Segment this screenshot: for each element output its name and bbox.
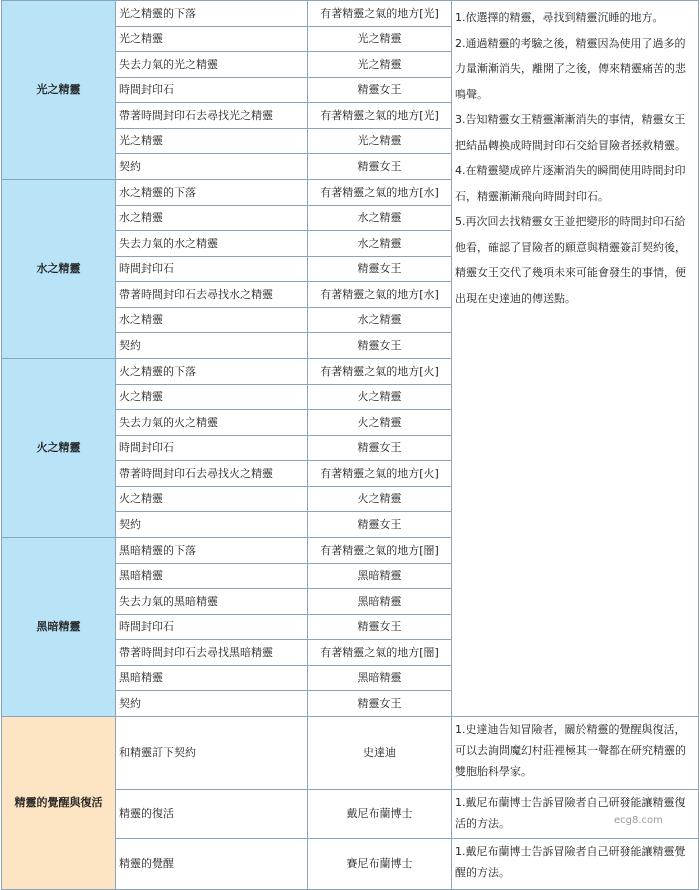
step-cell: 水之精靈 (116, 206, 308, 231)
step-cell: 契約 (116, 333, 308, 359)
step-cell: 火之精靈 (116, 487, 308, 512)
quest-table (1, 0, 699, 890)
step-cell: 光之精靈的下落 (116, 1, 308, 27)
npc-cell: 史達迪 (308, 717, 452, 790)
npc-cell: 精靈女王 (308, 691, 452, 717)
step-cell: 和精靈訂下契約 (116, 717, 308, 790)
step-cell: 時間封印石 (116, 257, 308, 282)
step-cell: 契約 (116, 154, 308, 180)
awakening-description: 1.戴尼布蘭博士告訴冒險者自己研發能讓精靈復活的方法。 (452, 790, 699, 839)
npc-cell: 黑暗精靈 (308, 666, 452, 691)
npc-cell: 光之精靈 (308, 52, 452, 78)
step-cell: 時間封印石 (116, 78, 308, 103)
npc-cell: 精靈女王 (308, 615, 452, 640)
elemental-description (452, 1, 699, 717)
npc-cell: 火之精靈 (308, 487, 452, 512)
awakening-description: 1.史達迪告知冒險者，關於精靈的覺醒與復活，可以去詢問魔幻村莊裡極其一聲都在研究精靈的雙胞胎科學家。 (452, 717, 699, 790)
npc-cell: 精靈女王 (308, 512, 452, 538)
npc-cell: 有著精靈之氣的地方[闇] (308, 640, 452, 666)
npc-cell: 水之精靈 (308, 206, 452, 231)
table-row (2, 717, 699, 790)
npc-cell: 有著精靈之氣的地方[火] (308, 461, 452, 487)
group-header: 火之精靈 (2, 359, 116, 538)
npc-cell: 水之精靈 (308, 308, 452, 333)
npc-cell: 精靈女王 (308, 78, 452, 103)
step-cell: 精靈的覺醒 (116, 839, 308, 890)
step-cell: 光之精靈 (116, 129, 308, 154)
description-line: 5.再次回去找精靈女王並把變形的時間封印石給他看，確認了冒險者的願意與精靈簽訂契約後，精靈女王交代了幾項未來可能會發生的事情，便出現在史達迪的傳送點。 (455, 215, 686, 305)
npc-cell: 光之精靈 (308, 129, 452, 154)
step-cell: 時間封印石 (116, 436, 308, 461)
group-header: 光之精靈 (2, 1, 116, 180)
npc-cell: 精靈女王 (308, 257, 452, 282)
npc-cell: 有著精靈之氣的地方[闇] (308, 538, 452, 564)
npc-cell: 有著精靈之氣的地方[光] (308, 103, 452, 129)
description-line: 1.依選擇的精靈，尋找到精靈沉睡的地方。 (455, 11, 664, 24)
step-cell: 精靈的復活 (116, 790, 308, 839)
step-cell: 黑暗精靈 (116, 666, 308, 691)
step-cell: 水之精靈 (116, 308, 308, 333)
description-line: 3.告知精靈女王精靈漸漸消失的事情，精靈女王把結晶轉換成時間封印石交給冒險者拯救精靈。 (455, 113, 686, 152)
step-cell: 帶著時間封印石去尋找水之精靈 (116, 282, 308, 308)
step-cell: 失去力氣的火之精靈 (116, 410, 308, 436)
npc-cell: 精靈女王 (308, 436, 452, 461)
step-cell: 契約 (116, 512, 308, 538)
npc-cell: 水之精靈 (308, 231, 452, 257)
table-row (2, 1, 699, 27)
step-cell: 契約 (116, 691, 308, 717)
step-cell: 水之精靈的下落 (116, 180, 308, 206)
npc-cell: 黑暗精靈 (308, 564, 452, 589)
npc-cell: 精靈女王 (308, 333, 452, 359)
npc-cell: 火之精靈 (308, 385, 452, 410)
step-cell: 帶著時間封印石去尋找火之精靈 (116, 461, 308, 487)
step-cell: 帶著時間封印石去尋找黑暗精靈 (116, 640, 308, 666)
step-cell: 黑暗精靈 (116, 564, 308, 589)
group-header: 黑暗精靈 (2, 538, 116, 717)
step-cell: 失去力氣的水之精靈 (116, 231, 308, 257)
npc-cell: 光之精靈 (308, 27, 452, 52)
group-header: 精靈的覺醒與復活 (2, 717, 116, 890)
awakening-description: 1.戴尼布蘭博士告訴冒險者自己研發能讓精靈覺醒的方法。 (452, 839, 699, 890)
step-cell: 失去力氣的光之精靈 (116, 52, 308, 78)
step-cell: 黑暗精靈的下落 (116, 538, 308, 564)
description-line: 2.通過精靈的考驗之後，精靈因為使用了過多的力量漸漸消失，離開了之後，傳來精靈痛苦的悲鳴聲。 (455, 36, 686, 101)
watermark: ecg8.com (614, 815, 663, 826)
npc-cell: 火之精靈 (308, 410, 452, 436)
npc-cell: 黑暗精靈 (308, 589, 452, 615)
step-cell: 火之精靈 (116, 385, 308, 410)
npc-cell: 有著精靈之氣的地方[火] (308, 359, 452, 385)
step-cell: 失去力氣的黑暗精靈 (116, 589, 308, 615)
npc-cell: 有著精靈之氣的地方[光] (308, 1, 452, 27)
npc-cell: 有著精靈之氣的地方[水] (308, 180, 452, 206)
npc-cell: 賽尼布蘭博士 (308, 839, 452, 890)
npc-cell: 精靈女王 (308, 154, 452, 180)
description-line: 4.在精靈變成碎片逐漸消失的瞬間使用時間封印石，精靈漸漸飛向時間封印石。 (455, 164, 686, 203)
step-cell: 光之精靈 (116, 27, 308, 52)
step-cell: 火之精靈的下落 (116, 359, 308, 385)
step-cell: 時間封印石 (116, 615, 308, 640)
npc-cell: 戴尼布蘭博士 (308, 790, 452, 839)
npc-cell: 有著精靈之氣的地方[水] (308, 282, 452, 308)
step-cell: 帶著時間封印石去尋找光之精靈 (116, 103, 308, 129)
group-header: 水之精靈 (2, 180, 116, 359)
